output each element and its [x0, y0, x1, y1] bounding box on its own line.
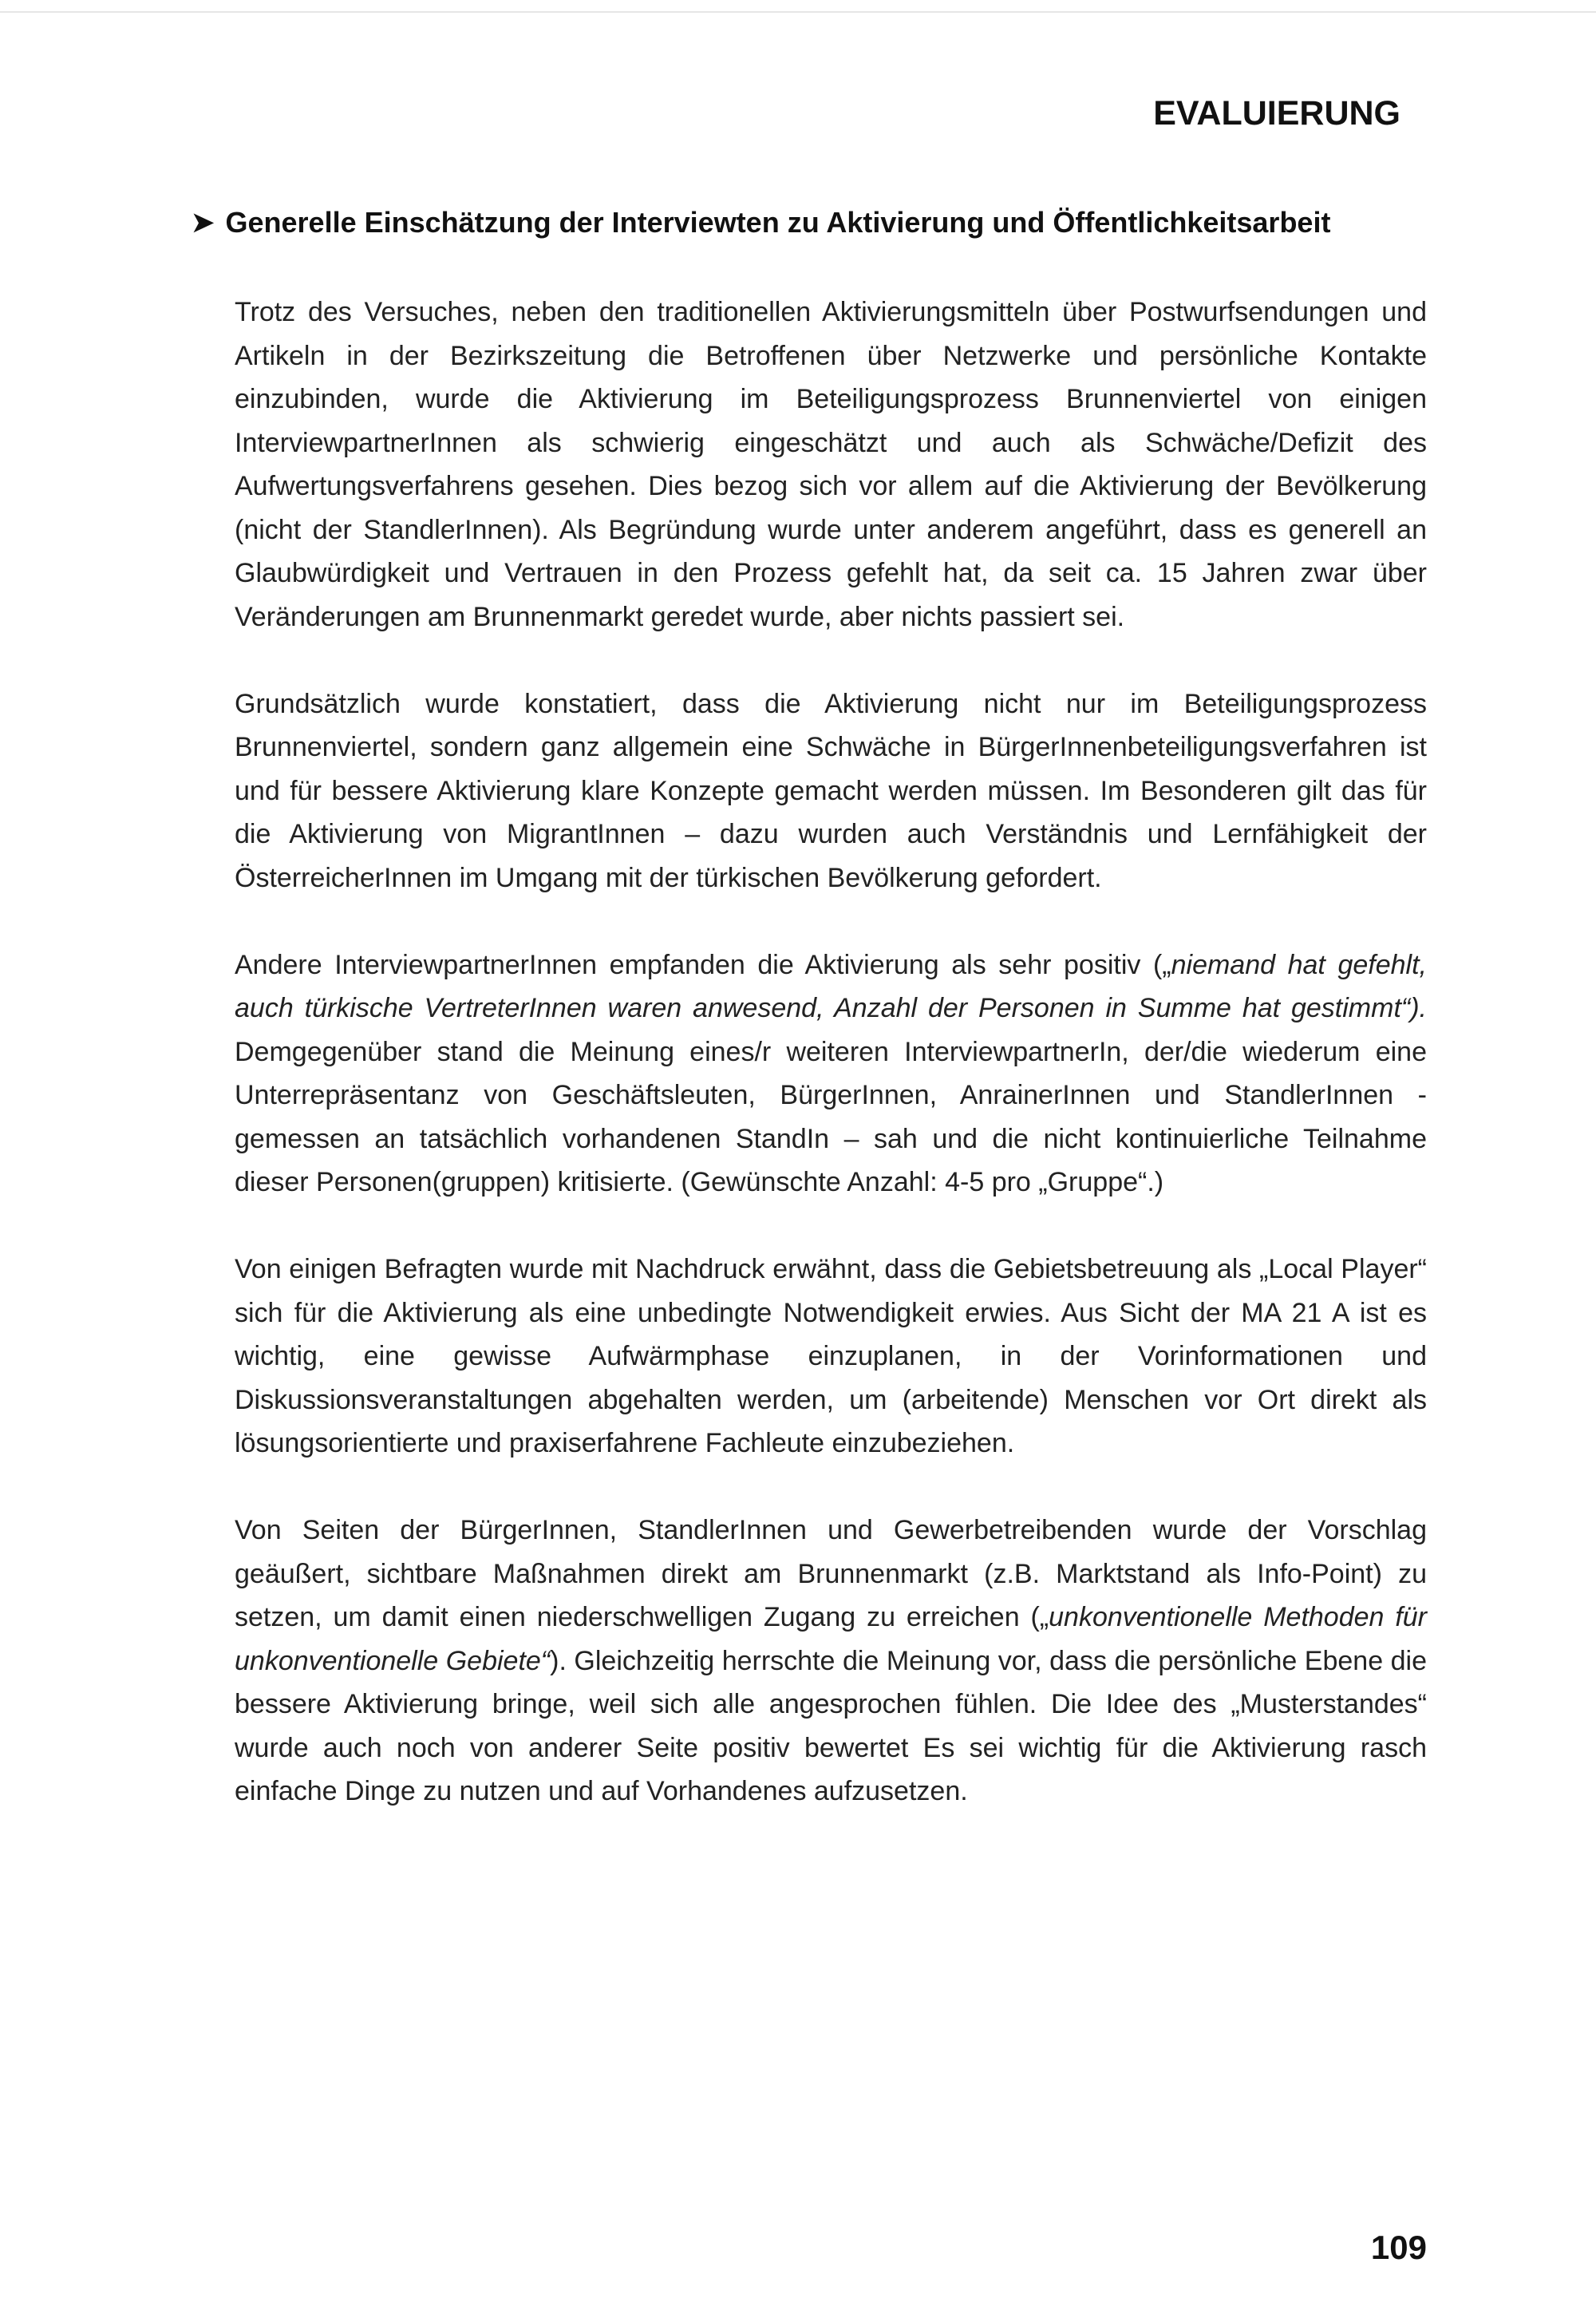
paragraph-text: Demgegenüber stand die Meinung eines/r weiteren InterviewpartnerIn, der/die wiederum eine Unterrepräsentanz von Geschäftsleuten, BürgerInnen, AnrainerInnen und StandlerInnen - gemessen an tatsächlich vorhandenen StandIn – sah und die nicht kontinuierliche Teilnahme dieser Personen(gruppen) kritisierte. (Gewünschte Anzahl: 4-5 pro „Gruppe“.) [235, 1036, 1427, 1197]
paragraph [235, 1248, 1427, 1465]
paragraph-text: Von einigen Befragten wurde mit Nachdruck erwähnt, dass die Gebietsbetreuung als „Local Player“ sich für die Aktivierung als eine unbedingte Notwendigkeit erwies. Aus Sicht der MA 21 A ist es wichtig, eine gewisse Aufwärmphase einzuplanen, in der Vorinformationen und Diskussionsveranstaltungen abgehalten werden, um (arbeitende) Menschen vor Ort direkt als lösungsorientierte und praxiserfahrene Fachleute einzubeziehen. [235, 1254, 1427, 1458]
paragraph [235, 943, 1427, 1204]
quote-text: unkonventionelle Methoden für unkonventionelle Gebiete“ [235, 1602, 1428, 1676]
paragraph-text: Grundsätzlich wurde konstatiert, dass die Aktivierung nicht nur im Beteiligungsprozess Brunnenviertel, sondern ganz allgemein eine Schwäche in BürgerInnenbeteiligungsverfahren ist und für bessere Aktivierung klare Konzepte gemacht werden müssen. Im Besonderen gilt das für die Aktivierung von MigrantInnen – dazu wurden auch Verständnis und Lernfähigkeit der ÖsterreicherInnen im Umgang mit der türkischen Bevölkerung gefordert. [235, 688, 1427, 893]
section-title: EVALUIERUNG [1153, 94, 1400, 133]
paragraph-text: ). Gleichzeitig herrschte die Meinung vor, dass die persönliche Ebene die bessere Aktivierung bringe, weil sich alle angesprochen fühlen. Die Idee des „Musterstandes“ wurde auch noch von anderer Seite positiv bewertet Es sei wichtig für die Aktivierung rasch einfache Dinge zu nutzen und auf Vorhandenes aufzusetzen. [235, 1645, 1427, 1806]
paragraph [235, 1509, 1427, 1814]
subsection-heading [192, 206, 1436, 239]
body-text [235, 291, 1427, 1857]
paragraph-text: Andere InterviewpartnerInnen empfanden die Aktivierung als sehr positiv („ [235, 949, 1171, 980]
page-number: 109 [1370, 2229, 1427, 2266]
quote-text: niemand hat gefehlt, auch türkische VertreterInnen waren anwesend, Anzahl der Personen in Summe hat gestimmt“). [235, 949, 1427, 1023]
page-top-edge [0, 11, 1596, 13]
paragraph [235, 291, 1427, 639]
subsection-heading-text: Generelle Einschätzung der Interviewten zu Aktivierung und Öffentlichkeitsarbeit [225, 206, 1331, 239]
paragraph-text: Von Seiten der BürgerInnen, StandlerInnen und Gewerbetreibenden wurde der Vorschlag geäußert, sichtbare Maßnahmen direkt am Brunnenmarkt (z.B. Marktstand als Info-Point) zu setzen, um damit einen niederschwelligen Zugang zu erreichen („ [235, 1515, 1427, 1632]
arrow-right-icon: ➤ [192, 208, 215, 238]
paragraph [235, 682, 1427, 900]
paragraph-text: Trotz des Versuches, neben den traditionellen Aktivierungsmitteln über Postwurfsendungen und Artikeln in der Bezirkszeitung die Betroffenen über Netzwerke und persönliche Kontakte einzubinden, wurde die Aktivierung im Beteiligungsprozess Brunnenviertel von einigen InterviewpartnerInnen als schwierig eingeschätzt und auch als Schwäche/Defizit des Aufwertungsverfahrens gesehen. Dies bezog sich vor allem auf die Aktivierung der Bevölkerung (nicht der StandlerInnen). Als Begründung wurde unter anderem angeführt, dass es generell an Glaubwürdigkeit und Vertrauen in den Prozess gefehlt hat, da seit ca. 15 Jahren zwar über Veränderungen am Brunnenmarkt geredet wurde, aber nichts passiert sei. [235, 297, 1427, 632]
